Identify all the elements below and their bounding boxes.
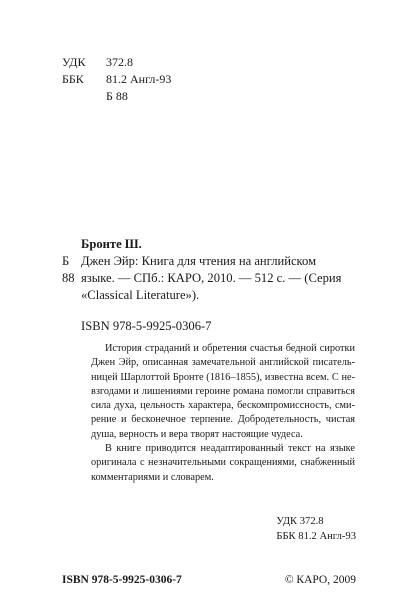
udk-row <box>62 54 171 71</box>
footer-copyright: © КАРО, 2009 <box>284 574 356 586</box>
annotation-line: В книге приводится неадаптированный текст на языке <box>105 443 355 455</box>
annotation-line: комментариями и словарем. <box>91 471 214 483</box>
bbk-row <box>62 71 171 88</box>
author-mark: Б 88 <box>106 89 128 103</box>
description-line: «Classical Literature»). <box>81 288 200 302</box>
author-mark-row <box>62 88 171 105</box>
annotation-line: рение и бесконечное терпение. Добродетельность, чистая <box>91 414 355 426</box>
description-line: Джен Эйр: Книга для чтения на английском <box>81 254 317 268</box>
footer <box>62 574 356 586</box>
annotation-line: История страданий и обретения счастья бедной сиротки <box>105 343 355 354</box>
annotation <box>91 342 355 485</box>
annotation-paragraph <box>91 442 355 485</box>
udk-value: 372.8 <box>106 55 133 69</box>
catalog-entry <box>62 236 362 335</box>
annotation-line: Джен Эйр, описанная замечательной английской писатель- <box>91 357 355 369</box>
annotation-line: ницей Шарлоттой Бронте (1816–1855), известна всем. С не- <box>91 371 355 383</box>
description-line: языке. — СПб.: КАРО, 2010. — 512 с. — (Серия <box>81 271 342 285</box>
bottom-bbk: ББК 81.2 Англ-93 <box>276 531 356 542</box>
classification-codes <box>62 54 171 105</box>
annotation-line: душа, верность и вера творят настоящие чудеса. <box>91 428 303 440</box>
footer-isbn: ISBN 978-5-9925-0306-7 <box>62 574 182 586</box>
udk-label: УДК <box>62 55 86 69</box>
catalog-description <box>62 253 362 304</box>
author-name: Бронте Ш. <box>81 237 142 251</box>
annotation-paragraph <box>91 342 355 442</box>
bbk-value: 81.2 Англ-93 <box>106 72 172 86</box>
annotation-line: взгодами и лишениями героине романа помогли справиться <box>91 385 355 397</box>
annotation-line: сила духа, цельность характера, бескомпромиссность, сми- <box>91 400 355 412</box>
bbk-label: ББК <box>62 72 84 86</box>
annotation-line: оригинала с незначительными сокращениями, снабженный <box>91 457 355 469</box>
catalog-isbn: ISBN 978-5-9925-0306-7 <box>81 319 212 333</box>
catalog-index: Б 88 <box>62 254 75 285</box>
bottom-classification <box>276 514 356 544</box>
bottom-udk: УДК 372.8 <box>276 516 324 527</box>
